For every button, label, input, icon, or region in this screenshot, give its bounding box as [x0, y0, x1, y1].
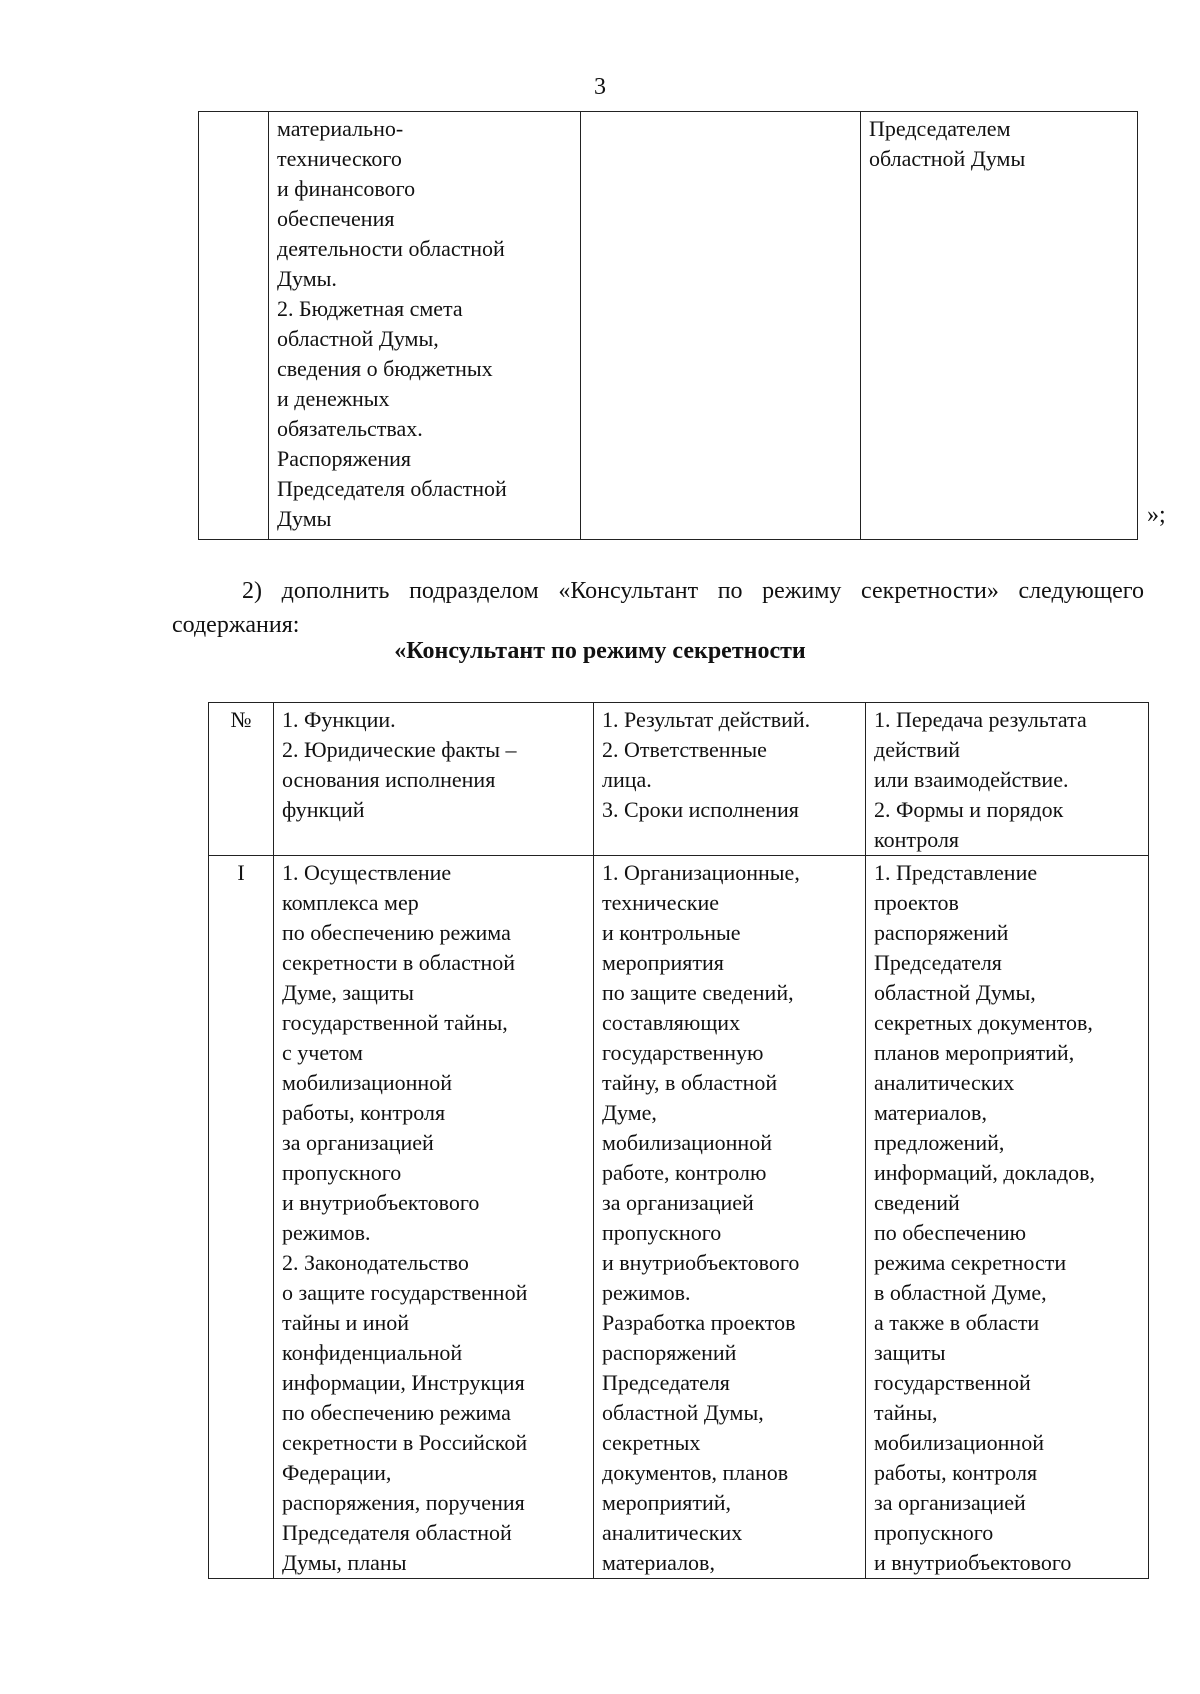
top-table-cell-functions: материально- технического и финансового обеспечения деятельности областной Думы. 2. Бюджетная смета областной Думы, сведения о бюджетных и денежных обязательствах. Распоряжения Председателя областной Думы — [269, 112, 581, 540]
table-row — [199, 112, 1138, 540]
header-functions: 1. Функции. 2. Юридические факты – основания исполнения функций — [274, 703, 594, 856]
row-results: 1. Организационные, технические и контрольные мероприятия по защите сведений, составляющих государственную тайну, в областной Думе, мобилизационной работе, контролю за организацией пропускного и внутриобъектового режимов. Разработка проектов распоряжений Председателя областной Думы, секретных документов, планов мероприятий, аналитических материалов, — [594, 856, 866, 1579]
header-number: № — [209, 703, 274, 856]
header-results: 1. Результат действий. 2. Ответственные лица. 3. Сроки исполнения — [594, 703, 866, 856]
top-table — [198, 111, 1138, 540]
closing-quote-mark: »; — [1147, 502, 1166, 528]
row-functions: 1. Осуществление комплекса мер по обеспечению режима секретности в областной Думе, защиты государственной тайны, с учетом мобилизационной работы, контроля за организацией пропускного и внутриобъектового режимов. 2. Законодательство о защите государственной тайны и иной конфиденциальной информации, Инструкция по обеспечению режима секретности в Российской Федерации, распоряжения, поручения Председателя областной Думы, планы — [274, 856, 594, 1579]
amendment-paragraph: 2) дополнить подразделом «Консультант по режиму секретности» следующего содержания: — [172, 578, 1144, 638]
page-number: 3 — [594, 74, 606, 100]
top-table-cell-control: Председателем областной Думы — [861, 112, 1138, 540]
top-table-cell-3 — [581, 112, 861, 540]
main-table — [208, 702, 1149, 1579]
table-header-row — [209, 703, 1149, 856]
header-transfer-control: 1. Передача результата действий или взаимодействие. 2. Формы и порядок контроля — [866, 703, 1149, 856]
table-row — [209, 856, 1149, 1579]
section-heading: «Консультант по режиму секретности — [394, 638, 806, 664]
row-number: I — [209, 856, 274, 1579]
row-transfer-control: 1. Представление проектов распоряжений Председателя областной Думы, секретных документов, планов мероприятий, аналитических материалов, предложений, информаций, докладов, сведений по обеспечению режима секретности в областной Думе, а также в области защиты государственной тайны, мобилизационной работы, контроля за организацией пропускного и внутриобъектового — [866, 856, 1149, 1579]
top-table-cell-1 — [199, 112, 269, 540]
